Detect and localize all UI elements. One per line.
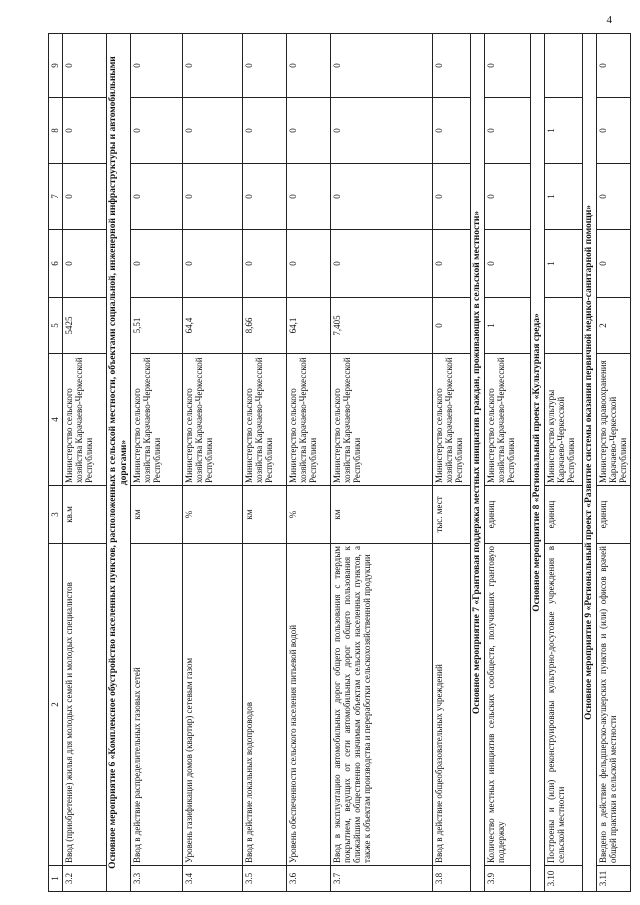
unit-cell: кв.м: [63, 486, 107, 544]
value-cell: 0: [63, 34, 107, 98]
indicator-table: [48, 33, 631, 892]
value-cell: 0: [331, 230, 433, 298]
value-cell: 0: [597, 34, 631, 98]
header-row: [49, 34, 63, 892]
indicator-name: Количество местных инициатив сельских сообществ, получивших грантовую поддержку: [485, 544, 531, 866]
row-number: 3.5: [243, 866, 287, 892]
value-cell: 1: [545, 98, 583, 164]
section-title: Основное мероприятие 7 «Грантовая поддержка местных инициатив граждан, проживающих в сельской местности»: [471, 34, 485, 892]
value-cell: 0: [131, 98, 183, 164]
value-cell: 0: [331, 98, 433, 164]
column-header: 3: [49, 486, 63, 544]
section-title: Основное мероприятие 6 «Комплексное обустройство населенных пунктов, расположенных в сельской местности, объектами социальной, инженерной инфраструктуры и автомобильными дорогами»: [107, 34, 131, 892]
value-cell: 0: [433, 298, 471, 354]
value-cell: 0: [485, 230, 531, 298]
value-cell: 0: [131, 230, 183, 298]
table-row: [243, 34, 287, 892]
value-cell: 0: [433, 98, 471, 164]
table-row: [131, 34, 183, 892]
value-cell: 0: [243, 164, 287, 230]
column-header: 9: [49, 34, 63, 98]
responsible-cell: Министерство сельского хозяйства Карачаево-Черкесской Республики: [183, 354, 243, 486]
value-cell: 5425: [63, 298, 107, 354]
page-number: 4: [606, 14, 612, 26]
value-cell: 0: [243, 98, 287, 164]
table-row: [433, 34, 471, 892]
responsible-cell: Министерство сельского хозяйства Карачаево-Черкесской Республики: [287, 354, 331, 486]
column-header: 8: [49, 98, 63, 164]
value-cell: 0: [331, 34, 433, 98]
value-cell: 2: [597, 298, 631, 354]
value-cell: 0: [331, 164, 433, 230]
unit-cell: единиц: [545, 486, 583, 544]
row-number: 3.2: [63, 866, 107, 892]
value-cell: 0: [243, 34, 287, 98]
unit-cell: единиц: [485, 486, 531, 544]
value-cell: 8,66: [243, 298, 287, 354]
responsible-cell: Министерство культуры Карачаево-Черкесской Республики: [545, 354, 583, 486]
value-cell: 0: [183, 230, 243, 298]
value-cell: [545, 298, 583, 354]
table-body: [49, 34, 631, 892]
column-header: 7: [49, 164, 63, 230]
value-cell: 0: [63, 164, 107, 230]
rotated-table-container: [48, 34, 629, 892]
section-title: Основное мероприятие 8 «Региональный проект «Культурная среда»: [531, 34, 545, 892]
value-cell: 0: [183, 34, 243, 98]
value-cell: 1: [545, 230, 583, 298]
table-row: [597, 34, 631, 892]
section-title: Основное мероприятие 9 «Региональный проект «Развитие системы оказания первичной медико-санитарной помощи»: [583, 34, 597, 892]
value-cell: 64,4: [183, 298, 243, 354]
column-header: 4: [49, 354, 63, 486]
unit-cell: единиц: [597, 486, 631, 544]
unit-cell: км: [331, 486, 433, 544]
value-cell: 0: [485, 34, 531, 98]
table-row: [183, 34, 243, 892]
value-cell: 0: [63, 230, 107, 298]
unit-cell: тыс. мест: [433, 486, 471, 544]
table-row: [63, 34, 107, 892]
indicator-name: Ввод в действие общеобразовательных учреждений: [433, 544, 471, 866]
value-cell: 0: [597, 230, 631, 298]
value-cell: 0: [597, 98, 631, 164]
value-cell: 0: [485, 98, 531, 164]
responsible-cell: Министерство сельского хозяйства Карачаево-Черкесской Республики: [433, 354, 471, 486]
section-row: [583, 34, 597, 892]
unit-cell: %: [183, 486, 243, 544]
unit-cell: км: [131, 486, 183, 544]
table-frame: [48, 34, 629, 892]
value-cell: 0: [287, 34, 331, 98]
indicator-name: Уровень газификации домов (квартир) сетевым газом: [183, 544, 243, 866]
value-cell: 0: [131, 34, 183, 98]
unit-cell: км: [243, 486, 287, 544]
responsible-cell: Министерство сельского хозяйства Карачаево-Черкесской Республики: [63, 354, 107, 486]
row-number: 3.6: [287, 866, 331, 892]
value-cell: 64,1: [287, 298, 331, 354]
value-cell: 1: [485, 298, 531, 354]
value-cell: 0: [183, 98, 243, 164]
value-cell: 7,405: [331, 298, 433, 354]
responsible-cell: Министерство сельского хозяйства Карачаево-Черкесской Республики: [485, 354, 531, 486]
section-row: [107, 34, 131, 892]
section-row: [531, 34, 545, 892]
row-number: 3.4: [183, 866, 243, 892]
indicator-name: Ввод (приобретение) жилья для молодых семей и молодых специалистов: [63, 544, 107, 866]
indicator-name: Ввод в эксплуатацию автомобильных дорог общего пользования с твердым покрытием, ведущих от сети автомобильных дорог общего пользования к ближайшим общественно значимым объектам сельских населенных пунктов, а также к объектам производства и переработки сельскохозяйственной продукции: [331, 544, 433, 866]
indicator-name: Построены и (или) реконструированы культурно-досуговые учреждения в сельской местности: [545, 544, 583, 866]
value-cell: 0: [433, 164, 471, 230]
value-cell: 0: [287, 230, 331, 298]
responsible-cell: Министерство сельского хозяйства Карачаево-Черкесской Республики: [331, 354, 433, 486]
indicator-name: Уровень обеспеченности сельского населения питьевой водой: [287, 544, 331, 866]
column-header: 6: [49, 230, 63, 298]
column-header: 5: [49, 298, 63, 354]
table-row: [331, 34, 433, 892]
responsible-cell: Министерство сельского хозяйства Карачаево-Черкесской Республики: [243, 354, 287, 486]
row-number: 3.11: [597, 866, 631, 892]
row-number: 3.3: [131, 866, 183, 892]
value-cell: 0: [433, 34, 471, 98]
section-row: [471, 34, 485, 892]
value-cell: 0: [433, 230, 471, 298]
value-cell: 0: [63, 98, 107, 164]
value-cell: 0: [485, 164, 531, 230]
table-row: [287, 34, 331, 892]
value-cell: [545, 34, 583, 98]
value-cell: 0: [287, 98, 331, 164]
indicator-name: Ввод в действие распределительных газовых сетей: [131, 544, 183, 866]
value-cell: 5,51: [131, 298, 183, 354]
indicator-name: Введено в действие фельдшерско-акушерских пунктов и (или) офисов врачей общей практики в сельской местности: [597, 544, 631, 866]
row-number: 3.10: [545, 866, 583, 892]
column-header: 1: [49, 866, 63, 892]
responsible-cell: Министерство здравоохранения Карачаево-Черкесской Республики: [597, 354, 631, 486]
table-row: [485, 34, 531, 892]
value-cell: 0: [183, 164, 243, 230]
table-row: [545, 34, 583, 892]
value-cell: 0: [131, 164, 183, 230]
row-number: 3.9: [485, 866, 531, 892]
unit-cell: %: [287, 486, 331, 544]
value-cell: 0: [287, 164, 331, 230]
indicator-name: Ввод в действие локальных водопроводов: [243, 544, 287, 866]
row-number: 3.7: [331, 866, 433, 892]
column-header: 2: [49, 544, 63, 866]
value-cell: 0: [243, 230, 287, 298]
value-cell: 0: [597, 164, 631, 230]
responsible-cell: Министерство сельского хозяйства Карачаево-Черкесской Республики: [131, 354, 183, 486]
row-number: 3.8: [433, 866, 471, 892]
value-cell: 1: [545, 164, 583, 230]
